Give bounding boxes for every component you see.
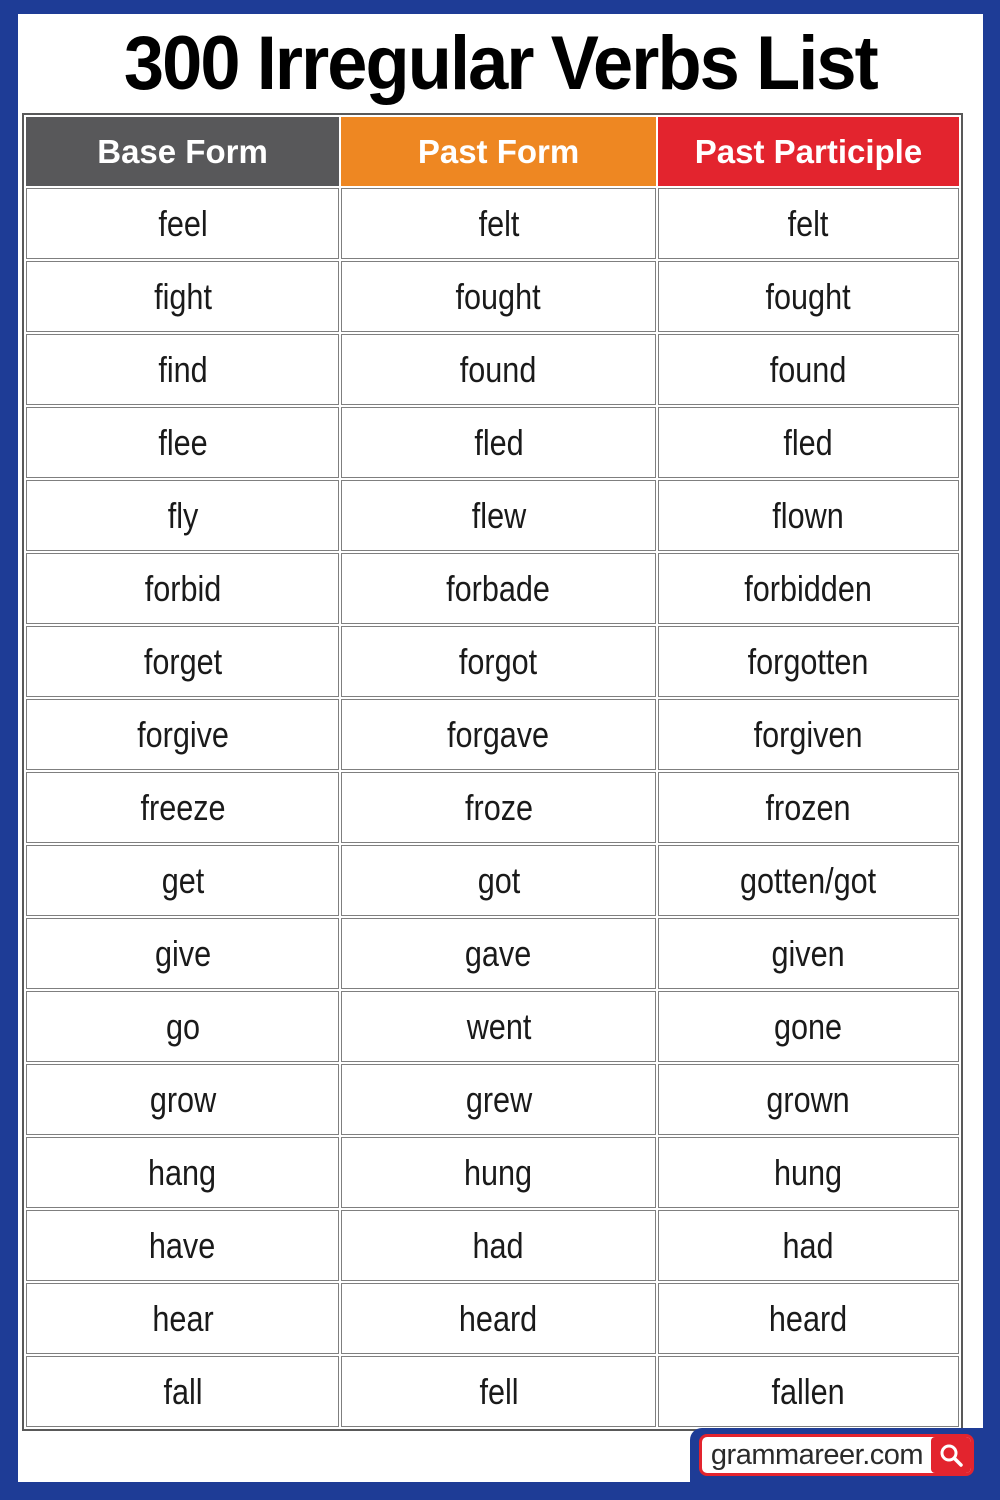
verb-text: given	[771, 932, 846, 974]
verb-text: hung	[774, 1151, 843, 1193]
table-row	[26, 626, 959, 697]
verb-cell	[26, 334, 339, 405]
verb-text: fought	[765, 275, 852, 317]
table-row	[26, 1137, 959, 1208]
verb-text: gave	[465, 932, 532, 974]
verb-text: heard	[769, 1297, 848, 1339]
verb-text: forbid	[144, 567, 221, 609]
verb-text: had	[472, 1224, 525, 1266]
verb-text: fled	[473, 421, 524, 463]
verb-cell	[26, 1356, 339, 1427]
verb-text: fought	[455, 275, 542, 317]
verb-text: had	[782, 1224, 835, 1266]
verb-cell	[341, 1064, 656, 1135]
verb-cell	[658, 699, 959, 770]
table-row	[26, 845, 959, 916]
verb-text: gone	[774, 1005, 843, 1047]
verb-text: found	[770, 348, 847, 390]
verb-text: fell	[478, 1370, 519, 1412]
verb-cell	[26, 772, 339, 843]
verb-text: fight	[153, 275, 212, 317]
table-row	[26, 991, 959, 1062]
verb-text: heard	[459, 1297, 538, 1339]
verb-cell	[26, 918, 339, 989]
verb-cell	[341, 407, 656, 478]
verbs-table-body	[26, 188, 959, 1427]
verb-cell	[26, 261, 339, 332]
verb-text: flee	[157, 421, 208, 463]
verb-text: find	[157, 348, 208, 390]
table-row	[26, 1210, 959, 1281]
verb-text: give	[154, 932, 211, 974]
verb-text: get	[161, 859, 204, 901]
table-row	[26, 334, 959, 405]
page-title: 300 Irregular Verbs List	[123, 21, 877, 106]
verb-text: freeze	[140, 786, 226, 828]
verb-cell	[658, 553, 959, 624]
verb-cell	[341, 334, 656, 405]
column-header-base-form: Base Form	[26, 117, 339, 186]
verb-text: hung	[464, 1151, 533, 1193]
verb-cell	[26, 553, 339, 624]
title-bar	[18, 14, 983, 113]
verb-cell	[658, 1210, 959, 1281]
verb-text: found	[460, 348, 537, 390]
table-row	[26, 1064, 959, 1135]
verb-text: went	[466, 1005, 531, 1047]
column-header-past-participle: Past Participle	[658, 117, 959, 186]
verb-cell	[341, 480, 656, 551]
verb-cell	[658, 188, 959, 259]
verb-text: forbidden	[744, 567, 873, 609]
verb-text: fly	[167, 494, 198, 536]
verb-text: forget	[143, 640, 222, 682]
verb-text: forgave	[447, 713, 550, 755]
verb-text: fall	[162, 1370, 203, 1412]
irregular-verbs-table	[22, 113, 963, 1431]
verb-text: forgiven	[754, 713, 863, 755]
verb-cell	[658, 845, 959, 916]
verb-cell	[658, 1356, 959, 1427]
verb-cell	[341, 845, 656, 916]
verb-text: felt	[478, 202, 519, 244]
verb-text: forgot	[459, 640, 538, 682]
magnifier-icon[interactable]	[931, 1437, 971, 1473]
verb-cell	[341, 553, 656, 624]
verb-cell	[658, 261, 959, 332]
verb-cell	[341, 626, 656, 697]
verb-cell	[658, 772, 959, 843]
table-row	[26, 699, 959, 770]
verb-text: flew	[471, 494, 526, 536]
verb-text: forgotten	[748, 640, 869, 682]
verb-cell	[658, 1283, 959, 1354]
verb-text: feel	[157, 202, 208, 244]
verb-cell	[26, 845, 339, 916]
verb-text: have	[149, 1224, 216, 1266]
verb-cell	[658, 626, 959, 697]
column-header-past-form: Past Form	[341, 117, 656, 186]
verb-cell	[658, 1064, 959, 1135]
verb-cell	[26, 991, 339, 1062]
verb-text: fallen	[771, 1370, 846, 1412]
verb-cell	[26, 626, 339, 697]
verb-text: hang	[148, 1151, 217, 1193]
verb-text: fled	[783, 421, 834, 463]
verb-cell	[341, 261, 656, 332]
verb-cell	[658, 1137, 959, 1208]
verb-cell	[26, 1137, 339, 1208]
verb-text: grown	[766, 1078, 851, 1120]
site-name: grammareer.com	[710, 1438, 924, 1471]
verb-cell	[341, 1356, 656, 1427]
verb-cell	[341, 1210, 656, 1281]
verb-cell	[658, 480, 959, 551]
verb-cell	[341, 1283, 656, 1354]
verb-cell	[658, 334, 959, 405]
verb-text: forgive	[136, 713, 229, 755]
verb-cell	[341, 1137, 656, 1208]
verb-cell	[26, 1210, 339, 1281]
verb-text: froze	[464, 786, 533, 828]
verb-cell	[658, 407, 959, 478]
verb-cell	[26, 407, 339, 478]
table-row	[26, 918, 959, 989]
table-row	[26, 407, 959, 478]
content-area	[18, 14, 983, 1482]
brand-badge	[690, 1428, 983, 1482]
verb-cell	[26, 1283, 339, 1354]
verb-text: got	[477, 859, 520, 901]
table-row	[26, 188, 959, 259]
site-link[interactable]	[699, 1434, 974, 1476]
table-row	[26, 553, 959, 624]
verb-text: go	[165, 1005, 200, 1047]
verb-text: grow	[149, 1078, 216, 1120]
verb-cell	[658, 991, 959, 1062]
verb-cell	[341, 699, 656, 770]
table-row	[26, 261, 959, 332]
verb-text: forbade	[446, 567, 551, 609]
verb-text: frozen	[765, 786, 852, 828]
verb-cell	[341, 918, 656, 989]
verb-cell	[26, 1064, 339, 1135]
table-row	[26, 1356, 959, 1427]
table-row	[26, 1283, 959, 1354]
verb-cell	[26, 188, 339, 259]
table-row	[26, 480, 959, 551]
verb-text: felt	[788, 202, 829, 244]
verb-text: grew	[465, 1078, 532, 1120]
verb-cell	[26, 480, 339, 551]
table-header-row	[26, 117, 959, 186]
verb-text: gotten/got	[740, 859, 877, 901]
verb-cell	[658, 918, 959, 989]
verb-cell	[26, 699, 339, 770]
table-row	[26, 772, 959, 843]
verb-cell	[341, 772, 656, 843]
verb-text: flown	[772, 494, 845, 536]
verb-text: hear	[151, 1297, 214, 1339]
verb-cell	[341, 991, 656, 1062]
verb-cell	[341, 188, 656, 259]
